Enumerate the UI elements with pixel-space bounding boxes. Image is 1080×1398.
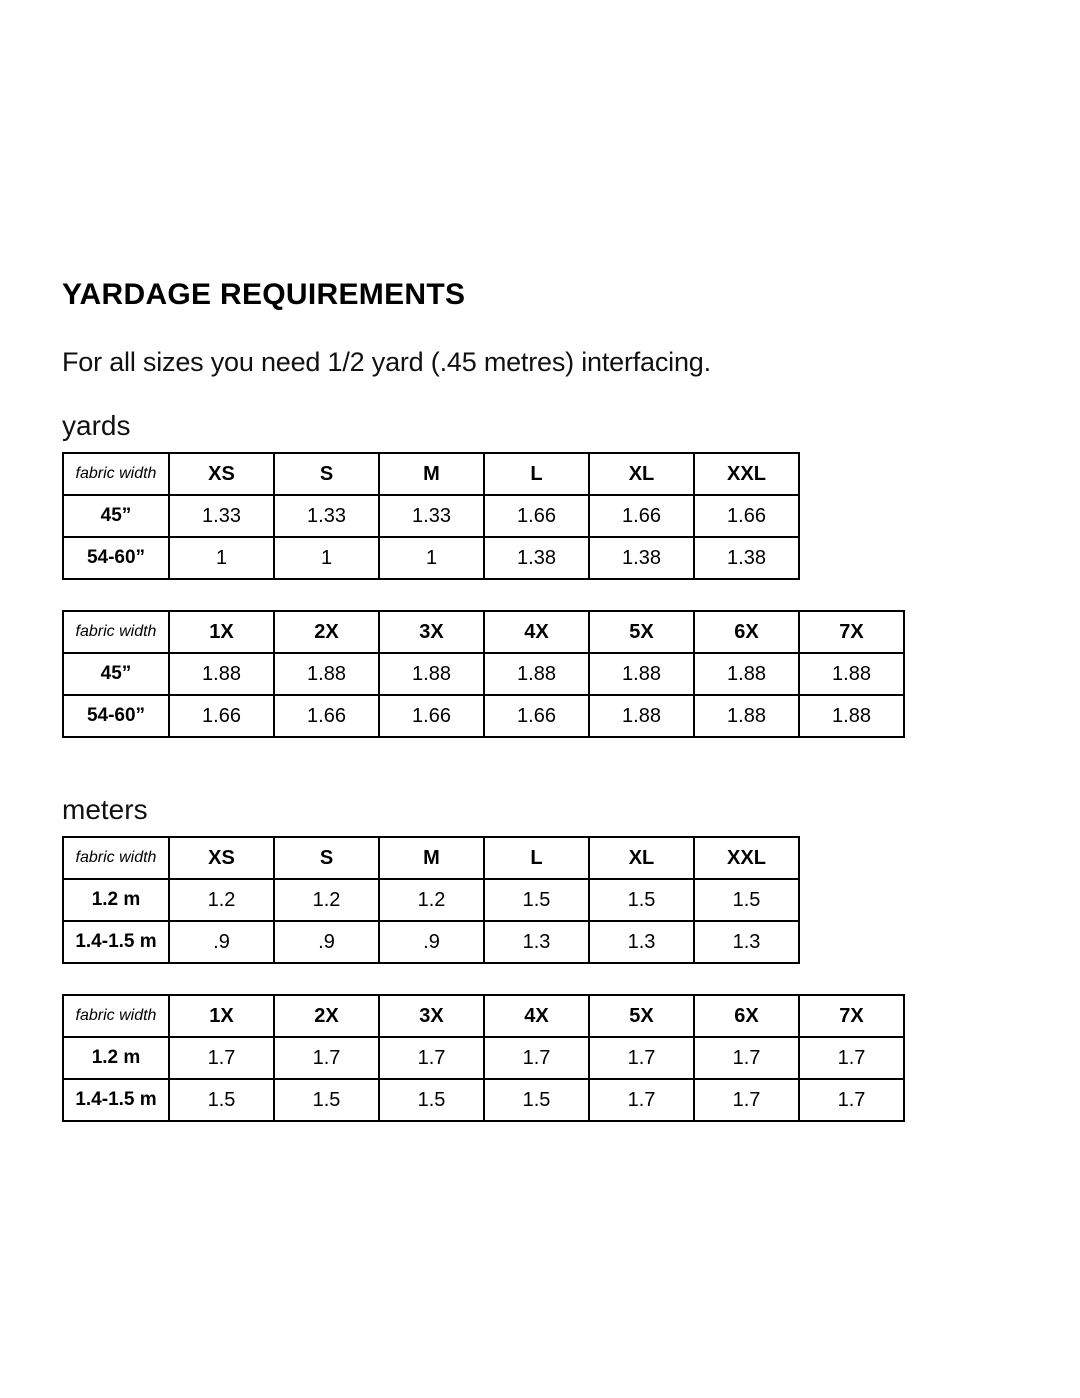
column-header: S <box>274 453 379 495</box>
yardage-table-yards-plus <box>62 610 905 738</box>
row-header: 54-60” <box>63 695 169 737</box>
table-header-row <box>63 611 904 653</box>
table-cell: 1.66 <box>484 695 589 737</box>
table-cell: 1.66 <box>694 495 799 537</box>
table-cell: .9 <box>379 921 484 963</box>
column-header: 3X <box>379 611 484 653</box>
table-cell: 1.7 <box>694 1037 799 1079</box>
table-cell: 1.2 <box>169 879 274 921</box>
column-header: 1X <box>169 995 274 1037</box>
table-cell: 1.7 <box>169 1037 274 1079</box>
table-cell: 1.5 <box>169 1079 274 1121</box>
table-cell: 1.66 <box>484 495 589 537</box>
row-header: 1.2 m <box>63 879 169 921</box>
table-row <box>63 1079 904 1121</box>
column-header: 4X <box>484 611 589 653</box>
table-cell: 1.5 <box>274 1079 379 1121</box>
table-cell: 1.88 <box>799 653 904 695</box>
table-cell: 1.88 <box>589 695 694 737</box>
table-header-row <box>63 837 799 879</box>
table-row <box>63 695 904 737</box>
table-row <box>63 921 799 963</box>
table-spacer <box>62 964 1018 994</box>
table-cell: 1.7 <box>379 1037 484 1079</box>
column-header: 2X <box>274 995 379 1037</box>
row-header: 54-60” <box>63 537 169 579</box>
column-header: 3X <box>379 995 484 1037</box>
table-cell: 1.5 <box>484 1079 589 1121</box>
column-header: 7X <box>799 995 904 1037</box>
table-cell: 1.38 <box>484 537 589 579</box>
column-header: 1X <box>169 611 274 653</box>
yardage-table-yards-standard <box>62 452 800 580</box>
table-spacer <box>62 580 1018 610</box>
column-header: 5X <box>589 995 694 1037</box>
table-cell: 1.33 <box>379 495 484 537</box>
yardage-table-meters-standard <box>62 836 800 964</box>
table-cell: 1.88 <box>484 653 589 695</box>
table-cell: 1 <box>169 537 274 579</box>
column-header: M <box>379 453 484 495</box>
table-corner-label: fabric width <box>63 453 169 495</box>
table-cell: 1 <box>274 537 379 579</box>
column-header: 6X <box>694 611 799 653</box>
table-cell: 1.88 <box>589 653 694 695</box>
table-cell: 1.7 <box>274 1037 379 1079</box>
table-cell: 1.7 <box>694 1079 799 1121</box>
intro-text: For all sizes you need 1/2 yard (.45 metres) interfacing. <box>62 347 711 377</box>
column-header: XS <box>169 837 274 879</box>
table-cell: 1.38 <box>694 537 799 579</box>
column-header: XL <box>589 837 694 879</box>
section-label-meters: meters <box>62 794 148 825</box>
table-row <box>63 537 799 579</box>
table-cell: 1.7 <box>589 1079 694 1121</box>
column-header: 2X <box>274 611 379 653</box>
table-cell: 1.2 <box>379 879 484 921</box>
table-corner-label: fabric width <box>63 837 169 879</box>
table-cell: 1.88 <box>799 695 904 737</box>
column-header: XXL <box>694 837 799 879</box>
table-cell: 1.66 <box>274 695 379 737</box>
table-cell: 1.2 <box>274 879 379 921</box>
table-row <box>63 879 799 921</box>
column-header: 7X <box>799 611 904 653</box>
yardage-table-meters-plus <box>62 994 905 1122</box>
table-row <box>63 495 799 537</box>
column-header: 4X <box>484 995 589 1037</box>
row-header: 1.4-1.5 m <box>63 921 169 963</box>
table-cell: 1.7 <box>799 1079 904 1121</box>
row-header: 45” <box>63 653 169 695</box>
table-cell: 1.88 <box>694 653 799 695</box>
table-header-row <box>63 453 799 495</box>
column-header: L <box>484 453 589 495</box>
table-cell: 1.66 <box>379 695 484 737</box>
document-page <box>62 0 1018 1122</box>
table-row <box>63 1037 904 1079</box>
section-label-yards: yards <box>62 410 131 441</box>
table-cell: 1.3 <box>694 921 799 963</box>
table-cell: 1.7 <box>799 1037 904 1079</box>
table-cell: 1.66 <box>589 495 694 537</box>
table-cell: 1.33 <box>169 495 274 537</box>
table-cell: 1.66 <box>169 695 274 737</box>
column-header: 5X <box>589 611 694 653</box>
row-header: 1.4-1.5 m <box>63 1079 169 1121</box>
column-header: S <box>274 837 379 879</box>
row-header: 45” <box>63 495 169 537</box>
table-cell: 1.33 <box>274 495 379 537</box>
table-cell: 1.7 <box>484 1037 589 1079</box>
table-cell: 1.88 <box>694 695 799 737</box>
table-cell: 1.38 <box>589 537 694 579</box>
column-header: XL <box>589 453 694 495</box>
column-header: XXL <box>694 453 799 495</box>
row-header: 1.2 m <box>63 1037 169 1079</box>
column-header: L <box>484 837 589 879</box>
table-cell: 1 <box>379 537 484 579</box>
table-header-row <box>63 995 904 1037</box>
table-cell: 1.3 <box>484 921 589 963</box>
table-cell: 1.7 <box>589 1037 694 1079</box>
column-header: XS <box>169 453 274 495</box>
table-corner-label: fabric width <box>63 611 169 653</box>
table-cell: .9 <box>169 921 274 963</box>
table-corner-label: fabric width <box>63 995 169 1037</box>
table-cell: 1.3 <box>589 921 694 963</box>
table-cell: 1.88 <box>169 653 274 695</box>
table-cell: .9 <box>274 921 379 963</box>
table-cell: 1.5 <box>379 1079 484 1121</box>
table-cell: 1.88 <box>274 653 379 695</box>
table-cell: 1.5 <box>589 879 694 921</box>
column-header: M <box>379 837 484 879</box>
column-header: 6X <box>694 995 799 1037</box>
page-title: YARDAGE REQUIREMENTS <box>62 278 466 311</box>
table-cell: 1.88 <box>379 653 484 695</box>
table-cell: 1.5 <box>484 879 589 921</box>
table-cell: 1.5 <box>694 879 799 921</box>
table-row <box>63 653 904 695</box>
